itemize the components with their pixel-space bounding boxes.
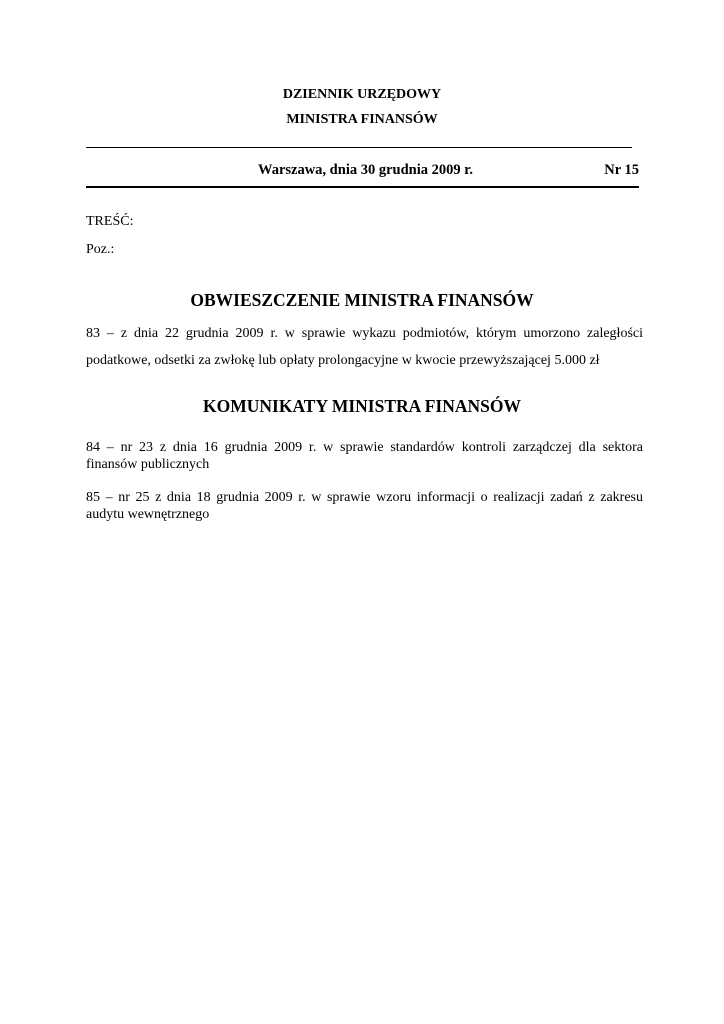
- section-heading-communications: KOMUNIKATY MINISTRA FINANSÓW: [203, 396, 521, 416]
- issue-place-date: Warszawa, dnia 30 grudnia 2009 r.: [258, 162, 473, 178]
- journal-subtitle: MINISTRA FINANSÓW: [286, 112, 438, 127]
- position-label: Poz.:: [86, 242, 115, 257]
- issue-divider: [86, 186, 639, 188]
- journal-title: DZIENNIK URZĘDOWY: [282, 87, 442, 102]
- contents-label: TREŚĆ:: [86, 214, 134, 229]
- issue-line: [86, 162, 639, 182]
- issue-number: Nr 15: [604, 162, 639, 178]
- contents-item-84: 84 – nr 23 z dnia 16 grudnia 2009 r. w sprawie standardów kontroli zarządczej dla sektora finansów publicznych: [86, 440, 643, 472]
- contents-item-85: 85 – nr 25 z dnia 18 grudnia 2009 r. w sprawie wzoru informacji o realizacji zadań z zakresu audytu wewnętrznego: [86, 490, 643, 522]
- section-heading-announcement: OBWIESZCZENIE MINISTRA FINANSÓW: [190, 290, 534, 310]
- contents-item-83: 83 – z dnia 22 grudnia 2009 r. w sprawie wykazu podmiotów, którym umorzono zaległości podatkowe, odsetki za zwłokę lub opłaty prolongacyjne w kwocie przewyższającej 5.000 zł: [86, 326, 643, 368]
- header-divider: [86, 147, 632, 148]
